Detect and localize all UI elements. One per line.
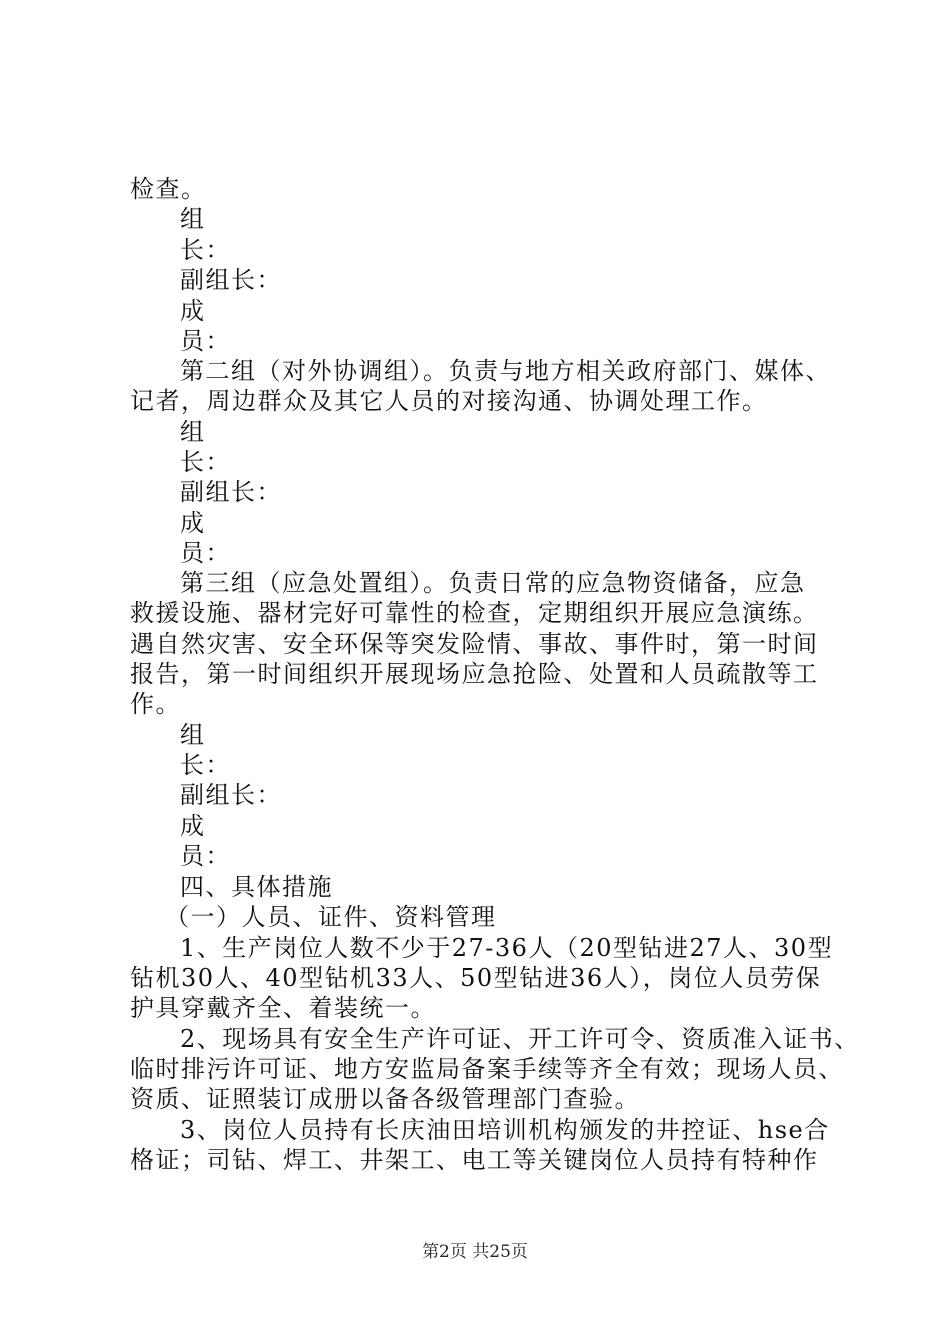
text-line: 长： [180, 236, 231, 264]
text-line: 3、岗位人员持有长庆油田培训机构颁发的井控证、hse合 [180, 1116, 830, 1144]
text-line: 遇自然灾害、安全环保等突发险情、事故、事件时，第一时间 [130, 630, 819, 658]
text-line: 组 [180, 721, 206, 749]
text-line: 格证；司钻、焊工、井架工、电工等关键岗位人员持有特种作 [130, 1146, 819, 1174]
text-line: 组 [180, 205, 206, 233]
text-line: 第三组（应急处置组）。负责日常的应急物资储备，应急 [180, 569, 806, 597]
text-line: 临时排污许可证、地方安监局备案手续等齐全有效；现场人员、 [130, 1055, 844, 1083]
text-line: 作。 [130, 690, 181, 718]
text-line: 资质、证照装订成册以备各级管理部门查验。 [130, 1085, 640, 1113]
text-line: 钻机30人、40型钻机33人、50型钻进36人），岗位人员劳保 [130, 964, 822, 992]
text-line: 组 [180, 418, 206, 446]
text-line: 副组长： [180, 781, 282, 809]
text-line: （一）人员、证件、资料管理 [165, 903, 497, 931]
text-line: 副组长： [180, 266, 282, 294]
text-line: 员： [180, 327, 231, 355]
text-line: 报告，第一时间组织开展现场应急抢险、处置和人员疏散等工 [130, 660, 819, 688]
text-line: 副组长： [180, 478, 282, 506]
text-line: 记者，周边群众及其它人员的对接沟通、协调处理工作。 [130, 387, 768, 415]
text-line: 员： [180, 539, 231, 567]
page-footer: 第2页 共25页 [422, 1242, 528, 1262]
text-line: 成 [180, 812, 206, 840]
text-line: 员： [180, 842, 231, 870]
text-line: 护具穿戴齐全、着装统一。 [130, 994, 436, 1022]
text-line: 检查。 [130, 175, 207, 203]
text-line: 成 [180, 297, 206, 325]
text-line: 长： [180, 448, 231, 476]
text-line: 救援设施、器材完好可靠性的检查，定期组织开展应急演练。 [130, 599, 819, 627]
text-line: 2、现场具有安全生产许可证、开工许可令、资质准入证书、 [180, 1025, 860, 1053]
text-line: 四、具体措施 [180, 873, 333, 901]
text-line: 1、生产岗位人数不少于27-36人（20型钻进27人、30型 [180, 934, 834, 962]
text-line: 长： [180, 751, 231, 779]
text-line: 第二组（对外协调组）。负责与地方相关政府部门、媒体、 [180, 357, 831, 385]
text-line: 成 [180, 509, 206, 537]
